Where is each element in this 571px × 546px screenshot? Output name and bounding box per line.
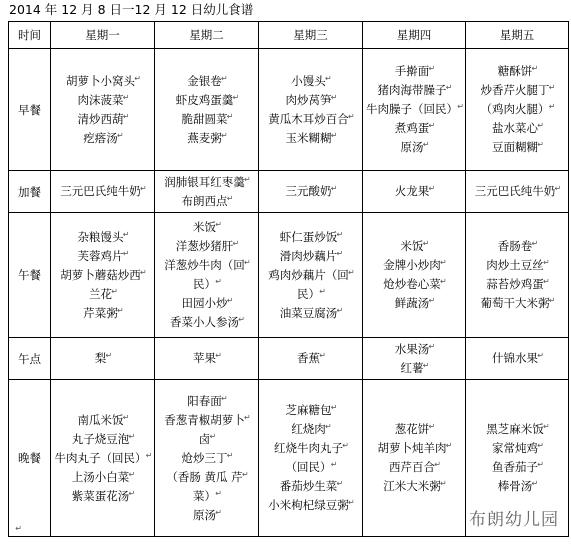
paragraph-mark: ↵ — [226, 450, 234, 460]
dish-line: 猪肉海带臊子 ↵ — [378, 81, 451, 100]
paragraph-mark: ↵ — [325, 422, 332, 431]
paragraph-mark: ↵ — [122, 412, 130, 422]
paragraph-mark: ↵ — [128, 469, 136, 479]
paragraph-mark: ↵ — [348, 111, 355, 121]
dish-line: 玉米糊糊 ↵ — [286, 129, 336, 148]
title-text: 2014 年 12 月 8 日一12 月 12 日幼儿食谱 — [9, 2, 254, 17]
paragraph-mark: ↵ — [134, 73, 141, 83]
paragraph-mark: ↵ — [15, 524, 22, 533]
paragraph-mark: ↵ — [428, 341, 436, 351]
paragraph-mark: ↵ — [422, 239, 430, 248]
menu-cell — [363, 380, 466, 537]
page-title — [9, 0, 253, 20]
dish-line: 润肺银耳红枣羹 ↵ — [164, 173, 249, 192]
paragraph-mark: ↵ — [330, 130, 338, 140]
dish-line: 黄瓜木耳炒百合 ↵ — [268, 110, 353, 129]
dish-line: 手擀面 ↵ — [395, 62, 434, 81]
paragraph-mark: ↵ — [330, 460, 338, 469]
paragraph-mark: ↵ — [348, 498, 355, 507]
paragraph-mark: ↵ — [111, 286, 118, 296]
dish-line: 胡萝卜小窝头 ↵ — [66, 72, 139, 91]
dish-line: 小米枸杞绿豆粥 ↵ — [268, 496, 353, 515]
dish-line: 炒香芹火腿丁 ↵ — [481, 81, 554, 100]
paragraph-mark: ↵ — [422, 360, 430, 370]
paragraph-mark: ↵ — [537, 441, 544, 450]
dish-line: 田园小炒 ↵ — [182, 294, 232, 313]
paragraph-mark: ↵ — [336, 229, 344, 239]
dish-line: 芝麻糖包 ↵ — [286, 401, 336, 420]
dish-line: 胡萝卜蘑菇炒西 ↵ — [60, 266, 145, 285]
paragraph-mark: ↵ — [428, 121, 436, 130]
menu-cell — [259, 49, 363, 171]
meal-slot-label: 晚餐 — [9, 380, 51, 537]
header-corner: 时间 — [9, 22, 51, 49]
menu-cell — [259, 380, 363, 537]
dish-line: 紫菜蛋花汤 ↵ — [72, 487, 134, 506]
dish-line: 蒜苔炒鸡蛋 ↵ — [486, 275, 548, 294]
dish-line: 香葱青椒胡萝卜 ↵ — [164, 411, 249, 430]
dish-line: 洋葱炒猪肝 ↵ — [176, 237, 238, 256]
paragraph-mark: ↵ — [445, 83, 453, 92]
paragraph-mark: ↵ — [221, 73, 228, 83]
dish-line: 炝炒三丁 ↵ — [182, 449, 232, 468]
menu-cell — [466, 338, 569, 380]
paragraph-mark: ↵ — [548, 102, 556, 111]
dish-line: 鸡肉炒藕片（回 ↵ — [268, 266, 353, 285]
dish-line: 梨 ↵ — [95, 349, 111, 368]
paragraph-mark: ↵ — [531, 479, 539, 488]
paragraph-mark: ↵ — [145, 450, 153, 460]
dish-line: 牛肉丸子（回民） ↵ — [55, 449, 151, 468]
paragraph-mark: ↵ — [440, 258, 447, 267]
dish-line: 香菜小人参汤 ↵ — [170, 313, 243, 332]
dish-line: 棒骨汤 ↵ — [498, 477, 537, 496]
dish-line: 红烧牛肉丸子 ↵ — [274, 439, 347, 458]
dish-line: 番茄炒生菜 ↵ — [280, 477, 342, 496]
paragraph-mark: ↵ — [105, 351, 113, 360]
dish-line: 民） ↵ — [193, 275, 220, 294]
dish-line: 葡萄干大米粥 ↵ — [481, 294, 554, 313]
paragraph-mark: ↵ — [543, 422, 550, 431]
dish-line: 芹菜粥 ↵ — [83, 304, 122, 323]
meal-slot-label: 加餐 — [9, 171, 51, 213]
paragraph-mark: ↵ — [226, 111, 234, 121]
paragraph-mark: ↵ — [117, 305, 124, 315]
menu-cell — [259, 171, 363, 213]
paragraph-mark: ↵ — [232, 92, 240, 102]
dish-line: 疙瘩汤 ↵ — [83, 129, 122, 148]
paragraph-mark: ↵ — [238, 315, 245, 324]
paragraph-mark: ↵ — [209, 431, 217, 441]
paragraph-mark: ↵ — [128, 431, 136, 441]
dish-line: 红薯 ↵ — [401, 359, 428, 378]
paragraph-mark: ↵ — [215, 220, 222, 229]
dish-line: 苹果 ↵ — [193, 349, 220, 368]
paragraph-mark: ↵ — [117, 130, 124, 140]
menu-cell — [363, 49, 466, 171]
dish-line: 燕麦粥 ↵ — [187, 129, 226, 148]
header-day: 星期三 — [259, 22, 363, 49]
paragraph-mark: ↵ — [440, 277, 447, 286]
dish-line: 糖酥饼 ↵ — [498, 62, 537, 81]
dish-line: 江米大米粥 ↵ — [383, 477, 445, 496]
dish-line: 煮鸡蛋 ↵ — [395, 119, 434, 138]
paragraph-mark: ↵ — [241, 469, 249, 479]
paragraph-mark: ↵ — [548, 296, 556, 305]
paragraph-mark: ↵ — [440, 479, 447, 488]
paragraph-mark: ↵ — [336, 479, 344, 488]
dish-line: 豆面糊糊 ↵ — [492, 138, 542, 157]
paragraph-mark: ↵ — [140, 184, 147, 193]
menu-cell — [466, 171, 569, 213]
menu-cell — [51, 49, 155, 171]
header-row — [9, 22, 569, 49]
dish-line: 鲜蔬汤 ↵ — [395, 294, 434, 313]
menu-cell — [51, 171, 155, 213]
dish-line: 丸子烧豆泡 ↵ — [72, 430, 134, 449]
dish-line: 虾仁蛋炒饭 ↵ — [280, 228, 342, 247]
paragraph-mark: ↵ — [537, 460, 544, 469]
dish-line: 水果汤 ↵ — [395, 340, 434, 359]
menu-cell — [155, 171, 259, 213]
paragraph-mark: ↵ — [336, 248, 344, 258]
meal-row — [9, 49, 569, 171]
menu-cell — [259, 213, 363, 338]
dish-line: 虾皮鸡蛋羹 ↵ — [176, 91, 238, 110]
paragraph-mark: ↵ — [428, 184, 436, 193]
dish-line: 西芹百合 ↵ — [389, 458, 439, 477]
dish-line: 香肠卷 ↵ — [498, 237, 537, 256]
dish-line: 三元巴氏纯牛奶 ↵ — [60, 182, 145, 201]
paragraph-mark: ↵ — [554, 184, 562, 193]
dish-line: 火龙果 ↵ — [395, 182, 434, 201]
menu-cell — [363, 338, 466, 380]
paragraph-mark: ↵ — [342, 441, 349, 450]
dish-line: 牛肉臊子（回民） ↵ — [366, 100, 462, 119]
dish-line: 小馒头 ↵ — [291, 72, 330, 91]
dish-line: 香蕉 ↵ — [297, 349, 324, 368]
paragraph-mark: ↵ — [226, 296, 234, 305]
menu-cell — [259, 338, 363, 380]
dish-line: 布朗西点 ↵ — [182, 192, 232, 211]
dish-line: 卤 ↵ — [199, 430, 215, 449]
paragraph-mark: ↵ — [221, 393, 228, 403]
paragraph-mark: ↵ — [221, 130, 228, 140]
dish-line: 肉沫菠菜 ↵ — [78, 91, 128, 110]
paragraph-mark: ↵ — [348, 267, 355, 277]
dish-line: 上汤小白菜 ↵ — [72, 468, 134, 487]
dish-line: 炝炒卷心菜 ↵ — [383, 275, 445, 294]
dish-line: 家常炖鸡 ↵ — [492, 439, 542, 458]
header-day: 星期四 — [363, 22, 466, 49]
paragraph-mark: ↵ — [434, 460, 441, 469]
header-day: 星期一 — [51, 22, 155, 49]
watermark-text: 布朗幼儿园 — [469, 510, 559, 530]
menu-cell — [51, 338, 155, 380]
paragraph-mark: ↵ — [330, 92, 338, 102]
paragraph-mark: ↵ — [531, 64, 539, 73]
dish-line: 油菜豆腐汤 ↵ — [280, 304, 342, 323]
dish-line: 鱼香茄子 ↵ — [492, 458, 542, 477]
paragraph-mark: ↵ — [445, 441, 453, 450]
meal-row — [9, 338, 569, 380]
paragraph-mark: ↵ — [122, 229, 130, 239]
menu-cell — [363, 213, 466, 338]
dish-line: 肉炒莴笋 ↵ — [286, 91, 336, 110]
meal-row — [9, 171, 569, 213]
paragraph-mark: ↵ — [244, 174, 251, 184]
dish-line: （回民） ↵ — [286, 458, 336, 477]
paragraph-mark: ↵ — [531, 239, 539, 248]
paragraph-mark: ↵ — [140, 267, 147, 277]
menu-cell — [155, 338, 259, 380]
dish-line: 清炒西葫 ↵ — [78, 110, 128, 129]
dish-line: 芙蓉鸡片 ↵ — [78, 247, 128, 266]
paragraph-mark: ↵ — [537, 121, 544, 130]
paragraph-mark: ↵ — [244, 258, 251, 267]
meal-slot-label: 午点 — [9, 338, 51, 380]
dish-line: 黑芝麻米饭 ↵ — [486, 420, 548, 439]
paragraph-mark: ↵ — [548, 83, 556, 92]
paragraph-mark: ↵ — [122, 92, 130, 102]
paragraph-mark: ↵ — [543, 277, 550, 286]
paragraph-mark: ↵ — [244, 412, 251, 422]
dish-line: 三元巴氏纯牛奶 ↵ — [475, 182, 560, 201]
menu-cell — [51, 380, 155, 537]
paragraph-mark: ↵ — [537, 351, 544, 360]
paragraph-mark: ↵ — [226, 193, 234, 203]
paragraph-mark: ↵ — [319, 286, 326, 296]
menu-cell — [155, 213, 259, 338]
menu-cell — [155, 49, 259, 171]
dish-line: （香肠 黄瓜 芹 ↵ — [166, 468, 246, 487]
paragraph-mark: ↵ — [428, 64, 436, 73]
meal-slot-label: 午餐 — [9, 213, 51, 338]
dish-line: 南瓜米饭 ↵ — [78, 411, 128, 430]
menu-cell — [363, 171, 466, 213]
paragraph-mark: ↵ — [428, 296, 436, 305]
paragraph-mark: ↵ — [232, 239, 240, 248]
paragraph-mark: ↵ — [457, 102, 464, 111]
paragraph-mark: ↵ — [325, 73, 332, 83]
dish-line: 金银卷 ↵ — [187, 72, 226, 91]
dish-line: 杂粮馒头 ↵ — [78, 228, 128, 247]
paragraph-mark: ↵ — [319, 351, 326, 360]
paragraph-mark: ↵ — [215, 351, 222, 360]
paragraph-mark: ↵ — [543, 258, 550, 267]
dish-line: （鸡肉火腿） ↵ — [481, 100, 554, 119]
header-day: 星期五 — [466, 22, 569, 49]
paragraph-mark: ↵ — [422, 140, 430, 149]
meal-slot-label: 早餐 — [9, 49, 51, 171]
dish-line: 滑肉炒藕片 ↵ — [280, 247, 342, 266]
paragraph-mark: ↵ — [537, 140, 544, 149]
paragraph-mark: ↵ — [330, 403, 338, 412]
dish-line: 菜） ↵ — [193, 487, 220, 506]
dish-line: 三元酸奶 ↵ — [286, 182, 336, 201]
dish-line: 红烧肉 ↵ — [291, 420, 330, 439]
meal-row — [9, 213, 569, 338]
paragraph-mark: ↵ — [215, 507, 222, 517]
dish-line: 阳春面 ↵ — [187, 392, 226, 411]
dish-line: 胡萝卜炖羊肉 ↵ — [378, 439, 451, 458]
weekly-menu-table — [8, 21, 569, 537]
dish-line: 脆甜圆菜 ↵ — [182, 110, 232, 129]
dish-line: 肉炒土豆丝 ↵ — [486, 256, 548, 275]
dish-line: 米饭 ↵ — [401, 237, 428, 256]
paragraph-mark: ↵ — [336, 305, 344, 315]
dish-line: 民） ↵ — [297, 285, 324, 304]
dish-line: 什锦水果 ↵ — [492, 349, 542, 368]
paragraph-mark: ↵ — [122, 111, 130, 121]
dish-line: 米饭 ↵ — [193, 218, 220, 237]
dish-line: 葱花饼 ↵ — [395, 420, 434, 439]
menu-cell — [155, 380, 259, 537]
dish-line: 兰花 ↵ — [89, 285, 116, 304]
paragraph-mark: ↵ — [122, 248, 130, 258]
menu-cell — [51, 213, 155, 338]
dish-line: 原汤 ↵ — [193, 506, 220, 525]
header-day: 星期二 — [155, 22, 259, 49]
paragraph-mark: ↵ — [215, 277, 222, 286]
dish-line: 盐水菜心 ↵ — [492, 119, 542, 138]
menu-cell — [466, 213, 569, 338]
dish-line: 洋葱炒牛肉（回 ↵ — [164, 256, 249, 275]
paragraph-mark: ↵ — [428, 422, 436, 431]
paragraph-mark: ↵ — [128, 488, 136, 498]
menu-cell — [466, 49, 569, 171]
paragraph-mark: ↵ — [330, 184, 338, 193]
dish-line: 原汤 ↵ — [401, 138, 428, 157]
dish-line: 金牌小炒肉 ↵ — [383, 256, 445, 275]
paragraph-mark: ↵ — [215, 488, 222, 498]
